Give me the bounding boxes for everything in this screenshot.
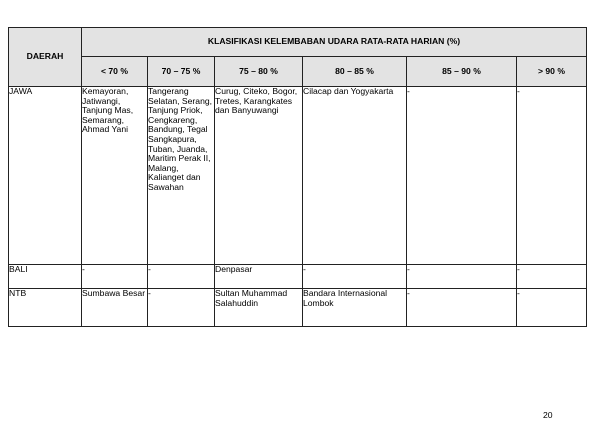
table-cell: Kemayoran, Jatiwangi, Tanjung Mas, Semarang, Ahmad Yani: [82, 87, 148, 265]
table-cell: Sultan Muhammad Salahuddin: [215, 289, 303, 327]
table-cell: Bandara Internasional Lombok: [303, 289, 407, 327]
table-cell: -: [407, 289, 517, 327]
table-cell: -: [517, 289, 587, 327]
column-header: 70 – 75 %: [148, 57, 215, 87]
table-row: [9, 87, 587, 265]
table-cell: Curug, Citeko, Bogor, Tretes, Karangkates dan Banyuwangi: [215, 87, 303, 265]
region-cell: JAWA: [9, 87, 82, 265]
humidity-classification-table: [8, 27, 587, 327]
table-cell: -: [148, 265, 215, 289]
table-cell: Denpasar: [215, 265, 303, 289]
classification-header: KLASIFIKASI KELEMBABAN UDARA RATA-RATA HARIAN (%): [82, 28, 587, 57]
table-cell: Tangerang Selatan, Serang, Tanjung Priok, Cengkareng, Bandung, Tegal Sangkapura, Tuban, Juanda, Maritim Perak II, Malang, Kalianget dan Sawahan: [148, 87, 215, 265]
region-cell: NTB: [9, 289, 82, 327]
table-cell: -: [407, 265, 517, 289]
region-header: DAERAH: [9, 28, 82, 87]
table-cell: -: [148, 289, 215, 327]
table-cell: -: [303, 265, 407, 289]
table-row: [9, 265, 587, 289]
table-cell: -: [517, 87, 587, 265]
region-cell: BALI: [9, 265, 82, 289]
table-cell: Sumbawa Besar: [82, 289, 148, 327]
table-cell: Cilacap dan Yogyakarta: [303, 87, 407, 265]
column-header: < 70 %: [82, 57, 148, 87]
table-cell: -: [517, 265, 587, 289]
column-header: 75 – 80 %: [215, 57, 303, 87]
table-row: [9, 289, 587, 327]
table-cell: -: [82, 265, 148, 289]
column-header: 85 – 90 %: [407, 57, 517, 87]
page-number: 20: [543, 410, 553, 420]
column-header: > 90 %: [517, 57, 587, 87]
table-cell: -: [407, 87, 517, 265]
column-header: 80 – 85 %: [303, 57, 407, 87]
